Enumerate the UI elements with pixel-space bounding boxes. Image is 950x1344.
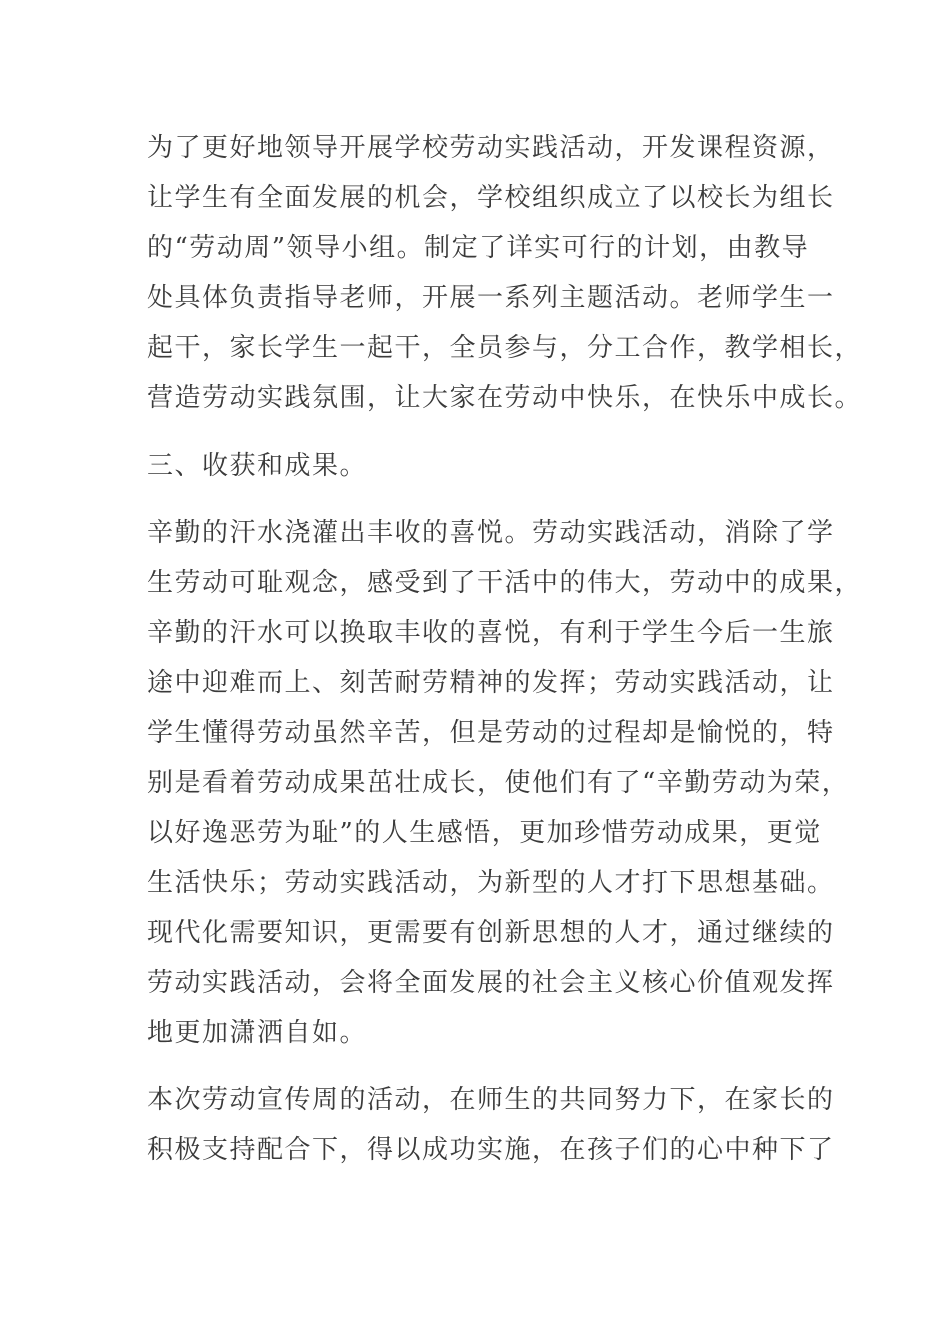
text-line: 以好逸恶劳为耻”的人生感悟，更加珍惜劳动成果，更觉 — [147, 818, 822, 848]
text-line: 积极支持配合下，得以成功实施，在孩子们的心中种下了 — [147, 1135, 835, 1165]
text-line: 让学生有全面发展的机会，学校组织成立了以校长为组长 — [147, 183, 835, 213]
text-line: 起干，家长学生一起干，全员参与，分工合作，教学相长， — [147, 333, 863, 363]
text-line: 为了更好地领导开展学校劳动实践活动，开发课程资源， — [147, 133, 835, 163]
text-line: 生劳动可耻观念，感受到了干活中的伟大，劳动中的成果， — [147, 568, 863, 598]
text-line: 营造劳动实践氛围，让大家在劳动中快乐，在快乐中成长。 — [147, 383, 863, 413]
text-line: 劳动实践活动，会将全面发展的社会主义核心价值观发挥 — [147, 968, 835, 998]
text-line: 别是看着劳动成果茁壮成长，使他们有了“辛勤劳动为荣， — [147, 768, 850, 798]
text-line: 途中迎难而上、刻苦耐劳精神的发挥；劳动实践活动，让 — [147, 668, 835, 698]
text-line: 的“劳动周”领导小组。制定了详实可行的计划，由教导 — [147, 233, 810, 263]
text-line: 辛勤的汗水浇灌出丰收的喜悦。劳动实践活动，消除了学 — [147, 518, 835, 548]
text-line: 辛勤的汗水可以换取丰收的喜悦，有利于学生今后一生旅 — [147, 618, 835, 648]
text-line: 生活快乐；劳动实践活动，为新型的人才打下思想基础。 — [147, 868, 835, 898]
text-line: 地更加潇洒自如。 — [147, 1018, 368, 1048]
section-heading-text: 三、收获和成果。 — [147, 451, 368, 481]
text-line: 本次劳动宣传周的活动，在师生的共同努力下，在家长的 — [147, 1085, 835, 1115]
text-line: 处具体负责指导老师，开展一系列主题活动。老师学生一 — [147, 283, 835, 313]
text-line: 现代化需要知识，更需要有创新思想的人才，通过继续的 — [147, 918, 835, 948]
text-line: 学生懂得劳动虽然辛苦，但是劳动的过程却是愉悦的，特 — [147, 718, 835, 748]
